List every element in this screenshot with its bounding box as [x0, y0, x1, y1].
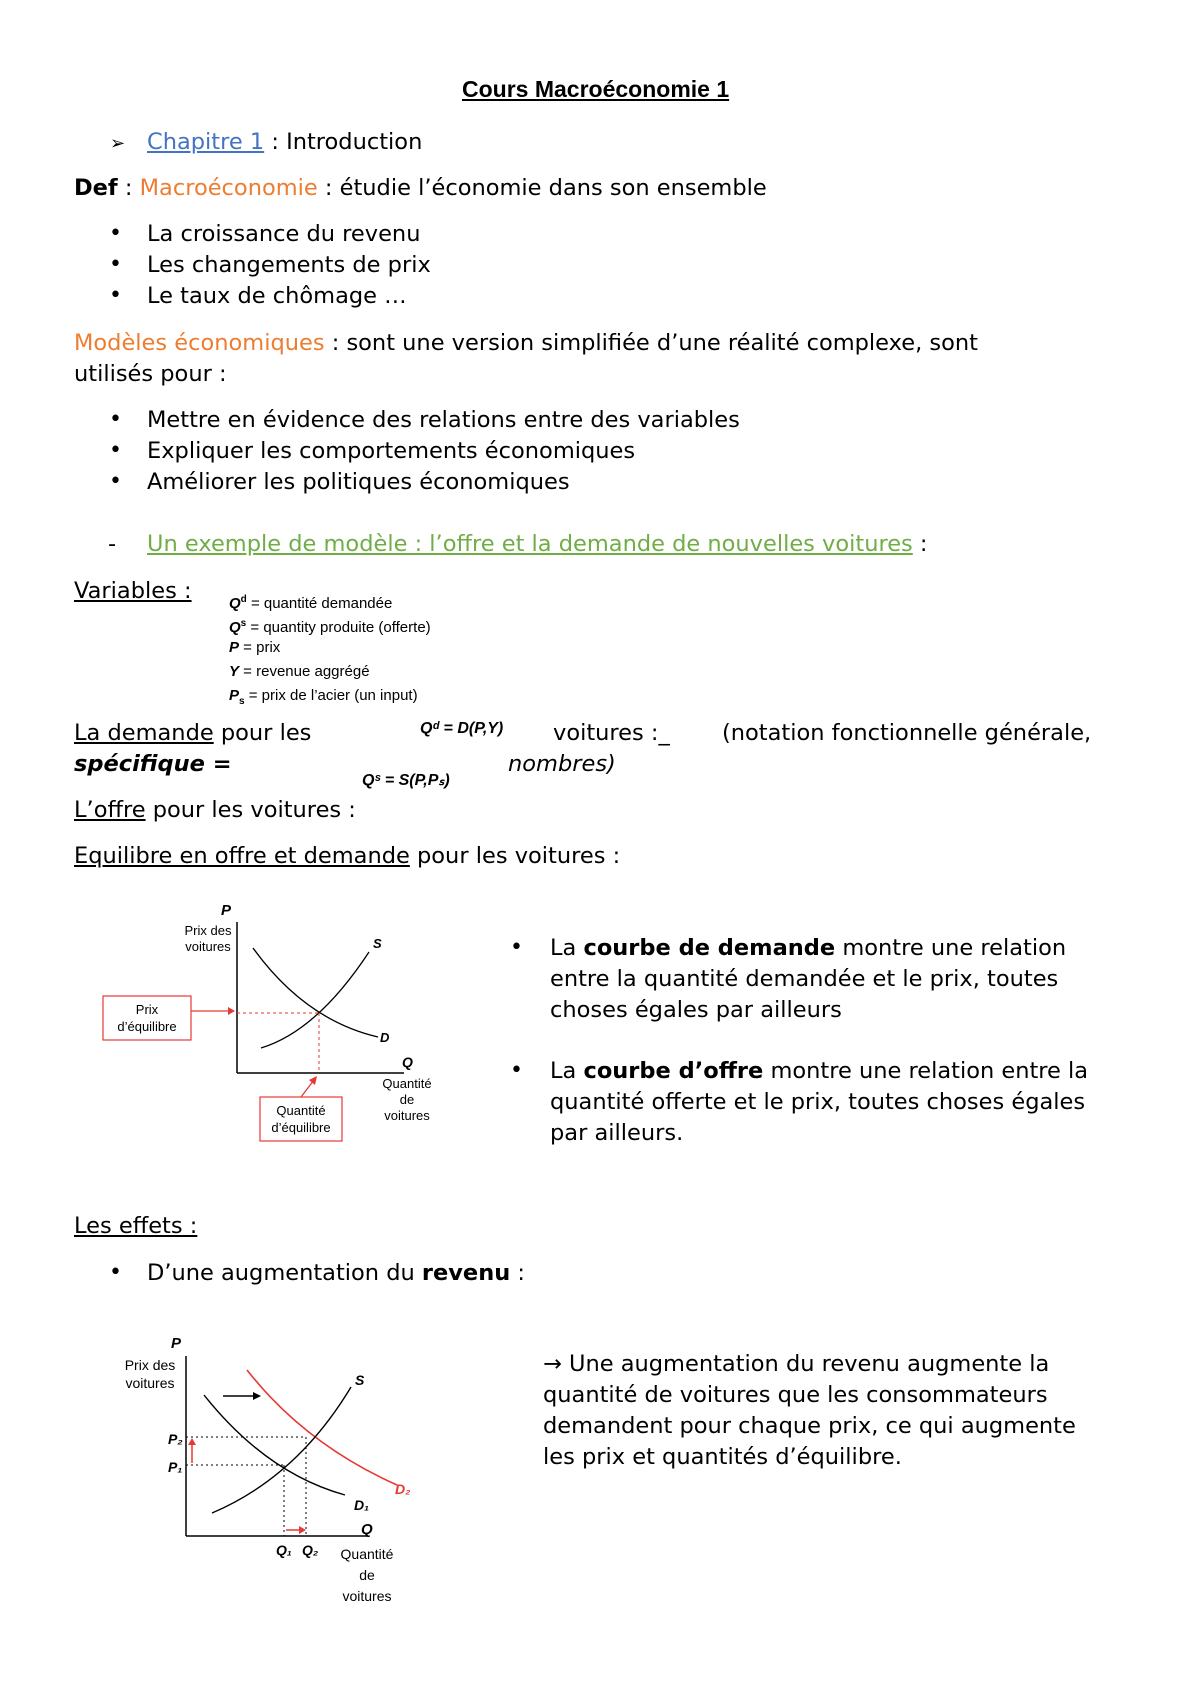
- chart2-demand2-curve: [247, 1370, 397, 1485]
- variable-desc: = revenue aggrégé: [239, 663, 370, 680]
- chart1-price-box-1: Prix: [135, 1002, 159, 1017]
- chart1-qty-arrow: [301, 1080, 314, 1097]
- demand-note-line3: choses égales par ailleurs: [550, 997, 842, 1023]
- chapter-line: [110, 127, 125, 159]
- chart2-p2-label: P₂: [168, 1431, 183, 1447]
- specific-label: spécifique =: [74, 751, 232, 777]
- chart2-y-title-2: voitures: [125, 1375, 175, 1391]
- variable-item: [229, 588, 392, 615]
- variable-item: [229, 612, 431, 639]
- supply-text: pour les voitures :: [145, 797, 356, 823]
- chart2-supply-curve: [212, 1387, 351, 1513]
- chapter-link[interactable]: Chapitre 1: [147, 129, 265, 155]
- chart1-price-arrowhead-icon: [228, 1007, 235, 1015]
- example-suffix: :: [912, 531, 928, 557]
- conclusion-line: demandent pour chaque prix, ce qui augmente: [543, 1413, 1076, 1439]
- demand-label: La demande: [74, 720, 214, 746]
- bullet-icon: •: [109, 438, 122, 463]
- equilibrium-text: pour les voitures :: [409, 843, 621, 869]
- variable-sub: s: [239, 696, 245, 707]
- bullet-icon: •: [109, 252, 122, 277]
- conclusion-line: les prix et quantités d’équilibre.: [543, 1444, 902, 1470]
- chart1-s-label: S: [373, 936, 382, 951]
- bullet-icon: •: [109, 1260, 122, 1285]
- chart1-x-title-3: voitures: [384, 1108, 430, 1123]
- variable-desc: = quantité demandée: [246, 595, 393, 612]
- note-pre: La: [550, 935, 584, 961]
- list-item: Les changements de prix: [147, 252, 431, 278]
- definition-line: [74, 173, 767, 203]
- variable-symbol: Q: [229, 595, 241, 612]
- effects-item: [147, 1258, 525, 1288]
- models-paragraph-line1: [74, 328, 978, 358]
- conclusion-line: → Une augmentation du revenu augmente la: [543, 1351, 1050, 1377]
- list-item: Expliquer les comportements économiques: [147, 438, 636, 464]
- chapter-heading: [147, 127, 422, 157]
- note-bold: courbe de demande: [583, 935, 836, 961]
- variable-desc: = quantity produite (offerte): [246, 619, 431, 636]
- chart2-y-title-1: Prix des: [124, 1357, 176, 1373]
- chart2-d2-label: D₂: [395, 1481, 411, 1497]
- definition-text: : étudie l’économie dans son ensemble: [317, 175, 767, 201]
- variable-symbol: Y: [229, 663, 240, 680]
- chart1-qty-arrowhead-icon: [309, 1076, 317, 1085]
- variable-desc: = prix de l’acier (un input): [244, 687, 418, 704]
- variable-symbol: P: [229, 687, 240, 704]
- models-line1: : sont une version simplifiée d’une réalité complexe, sont: [324, 330, 978, 356]
- list-item: Mettre en évidence des relations entre des variables: [147, 407, 740, 433]
- chart2-p1-label: P₁: [168, 1459, 183, 1475]
- demand-note-line1: [550, 933, 1066, 963]
- chapter-rest: : Introduction: [264, 129, 423, 155]
- chart2-x-title-3: voitures: [342, 1588, 392, 1604]
- chart2-price-up-arrowhead-icon: [188, 1438, 196, 1445]
- note-pre: La: [550, 1058, 584, 1084]
- demand-text: pour les: [213, 720, 312, 746]
- chart1-price-box-2: d’équilibre: [117, 1019, 177, 1034]
- chart1-y-title-2: voitures: [185, 939, 231, 954]
- variable-item: [229, 684, 418, 713]
- chart2-x-title-1: Quantité: [340, 1546, 394, 1562]
- bullet-icon: •: [109, 407, 122, 432]
- specific-after: nombres): [508, 751, 616, 777]
- bullet-icon: •: [109, 283, 122, 308]
- demand-paren: (notation fonctionnelle générale,: [722, 720, 1092, 746]
- income-shift-chart: [105, 1325, 445, 1615]
- bullet-icon: •: [510, 935, 523, 960]
- effects-bold: revenu: [421, 1260, 511, 1286]
- example-line: [147, 529, 928, 559]
- chart1-p-label: P: [221, 902, 232, 919]
- demand-after: voitures :_: [553, 720, 670, 746]
- supply-formula: Qˢ = S(P,Pₛ): [362, 772, 450, 789]
- bullet-icon: •: [109, 221, 122, 246]
- variable-sup: s: [240, 618, 247, 629]
- effects-pre: D’une augmentation du: [147, 1260, 422, 1286]
- chart2-s-label: S: [355, 1372, 365, 1388]
- chart2-d1-label: D₁: [354, 1497, 370, 1513]
- chart2-shift-arrowhead-icon: [253, 1392, 261, 1400]
- list-item: La croissance du revenu: [147, 221, 421, 247]
- supply-line: [74, 795, 356, 825]
- note-rest: montre une relation entre la: [763, 1058, 1089, 1084]
- variable-item: [229, 660, 370, 683]
- note-rest: montre une relation: [835, 935, 1067, 961]
- chart1-q-label: Q: [402, 1054, 413, 1070]
- chart2-p-label: P: [171, 1335, 182, 1352]
- chart2-demand1-curve: [204, 1395, 345, 1495]
- arrow-bullet-icon: ➢: [110, 133, 126, 154]
- page-title: Cours Macroéconomie 1: [462, 76, 730, 102]
- supply-note-line1: [550, 1056, 1088, 1086]
- effects-post: :: [510, 1260, 525, 1286]
- demand-formula: Qᵈ = D(P,Y): [420, 720, 504, 737]
- variable-symbol: P: [229, 639, 240, 656]
- definition-label: Def: [74, 175, 118, 201]
- chart1-supply-curve: [261, 952, 369, 1048]
- variable-symbol: Q: [229, 619, 241, 636]
- equilibrium-chart: [95, 890, 455, 1150]
- definition-term: Macroéconomie: [139, 175, 318, 201]
- chart1-d-label: D: [380, 1030, 390, 1045]
- models-term: Modèles économiques: [74, 330, 325, 356]
- equilibrium-label: Equilibre en offre et demande: [74, 843, 410, 869]
- models-paragraph-line2: utilisés pour :: [74, 361, 227, 387]
- bullet-icon: •: [510, 1058, 523, 1083]
- conclusion-line: quantité de voitures que les consommateurs: [543, 1382, 1048, 1408]
- definition-sep: :: [117, 175, 140, 201]
- supply-note-line3: par ailleurs.: [550, 1120, 684, 1146]
- chart2-qty-right-arrowhead-icon: [299, 1526, 306, 1534]
- equilibrium-line: [74, 841, 620, 871]
- chart2-x-title-2: de: [359, 1567, 375, 1583]
- list-item: Améliorer les politiques économiques: [147, 469, 570, 495]
- note-bold: courbe d’offre: [583, 1058, 764, 1084]
- variable-item: [229, 636, 280, 659]
- bullet-icon: •: [109, 469, 122, 494]
- example-dash: -: [108, 531, 117, 557]
- chart1-qty-box-2: d’équilibre: [271, 1120, 331, 1135]
- chart2-q2-label: Q₂: [302, 1542, 319, 1558]
- effects-label: Les effets :: [74, 1213, 198, 1239]
- chart2-q1-label: Q₁: [276, 1542, 292, 1558]
- demand-note-line2: entre la quantité demandée et le prix, toutes: [550, 966, 1059, 992]
- variables-label: Variables :: [74, 578, 192, 604]
- variable-desc: = prix: [239, 639, 281, 656]
- supply-note-line2: quantité offerte et le prix, toutes choses égales: [550, 1089, 1086, 1115]
- chart1-x-title-2: de: [399, 1092, 415, 1107]
- chart1-x-title-1: Quantité: [382, 1076, 432, 1091]
- chart1-qty-box-1: Quantité: [276, 1103, 326, 1118]
- supply-label: L’offre: [74, 797, 146, 823]
- variable-sup: d: [240, 594, 247, 605]
- chart2-q-label: Q: [361, 1521, 373, 1538]
- list-item: Le taux de chômage …: [147, 283, 407, 309]
- example-link[interactable]: Un exemple de modèle : l’offre et la demande de nouvelles voitures: [147, 531, 913, 557]
- chart1-y-title-1: Prix des: [184, 923, 232, 938]
- demand-line: [74, 718, 311, 748]
- chart1-demand-curve: [253, 948, 378, 1037]
